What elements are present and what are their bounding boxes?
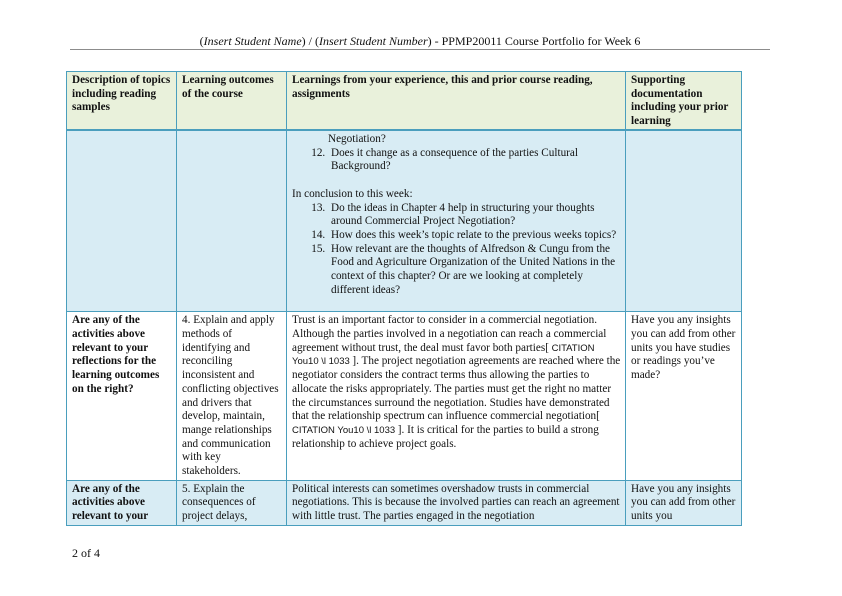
cell-learnings: Trust is an important factor to consider in a commercial negotiation. Although the parties involved in a negotiation can reach a commercial agreement without trust, the deal must favor both parties[ CITATION You10 \l 1033 ]. The project negotiation agreements are reached where the negotiator considers the contract terms thus allowing the parties to allocate the risks appropriately. The parties must get the right no matter the circumstances surround the negotiation. Studies have demonstrated that the relationship spectrum can influence commercial negotiation[ CITATION You10 \l 1033 ]. It is critical for the parties to build a strong relationship to achieve project goals. xyxy=(287,312,626,480)
table-row xyxy=(67,130,742,312)
student-number-placeholder: Insert Student Number xyxy=(318,34,428,48)
citation-field: CITATION You10 \l 1033 xyxy=(292,342,595,368)
table-row xyxy=(67,312,742,480)
cell-outcome: 4. Explain and apply methods of identifying and reconciling inconsistent and conflicting objectives and drivers that develop, maintain, mange relationships and communication with key stakeholders. xyxy=(177,312,287,480)
col-header-description: Description of topics including reading samples xyxy=(67,72,177,130)
page-header: (Insert Student Name) / (Insert Student Number) - PPMP20011 Course Portfolio for Week 6 xyxy=(199,34,641,48)
header-rule xyxy=(70,49,770,50)
cell-description xyxy=(67,130,177,312)
col-header-supporting: Supporting documentation including your prior learning xyxy=(626,72,742,130)
cell-supporting xyxy=(626,130,742,312)
portfolio-table xyxy=(66,71,742,526)
table-row xyxy=(67,480,742,525)
cell-outcome: 5. Explain the consequences of project delays, xyxy=(177,480,287,525)
question-list xyxy=(292,147,621,174)
cell-supporting: Have you any insights you can add from other units you xyxy=(626,480,742,525)
cell-description: Are any of the activities above relevant to your reflections for the learning outcomes on the right? xyxy=(67,312,177,480)
list-item: 15. How relevant are the thoughts of Alfredson & Cungu from the Food and Agriculture Organization of the United Nations in the context of this chapter? Or are we looking at completely different ideas? xyxy=(328,243,621,298)
cell-learnings: Political interests can sometimes overshadow trusts in commercial negotiations. This is because the involved parties can reach an agreement with little trust. The parties engaged in the negotiation xyxy=(287,480,626,525)
cell-description: Are any of the activities above relevant to your xyxy=(67,480,177,525)
list-item: 14. How does this week’s topic relate to the previous weeks topics? xyxy=(328,229,621,243)
student-name-placeholder: Insert Student Name xyxy=(203,34,302,48)
header-title: - PPMP20011 Course Portfolio for Week 6 xyxy=(431,34,641,48)
list-item: 12. Does it change as a consequence of the parties Cultural Background? xyxy=(328,147,621,174)
page-number: 2 of 4 xyxy=(72,546,100,560)
table-header-row xyxy=(67,72,742,130)
continued-question: Negotiation? xyxy=(328,132,386,145)
conclusion-list xyxy=(292,202,621,298)
cell-outcome xyxy=(177,130,287,312)
cell-supporting: Have you any insights you can add from other units you have studies or readings you’ve made? xyxy=(626,312,742,480)
col-header-learnings: Learnings from your experience, this and prior course reading, assignments xyxy=(287,72,626,130)
cell-learnings xyxy=(287,130,626,312)
col-header-outcomes: Learning outcomes of the course xyxy=(177,72,287,130)
conclusion-intro: In conclusion to this week: xyxy=(292,187,413,200)
list-item: 13. Do the ideas in Chapter 4 help in structuring your thoughts around Commercial Project Negotiation? xyxy=(328,202,621,229)
citation-field: CITATION You10 \l 1033 xyxy=(292,424,398,436)
